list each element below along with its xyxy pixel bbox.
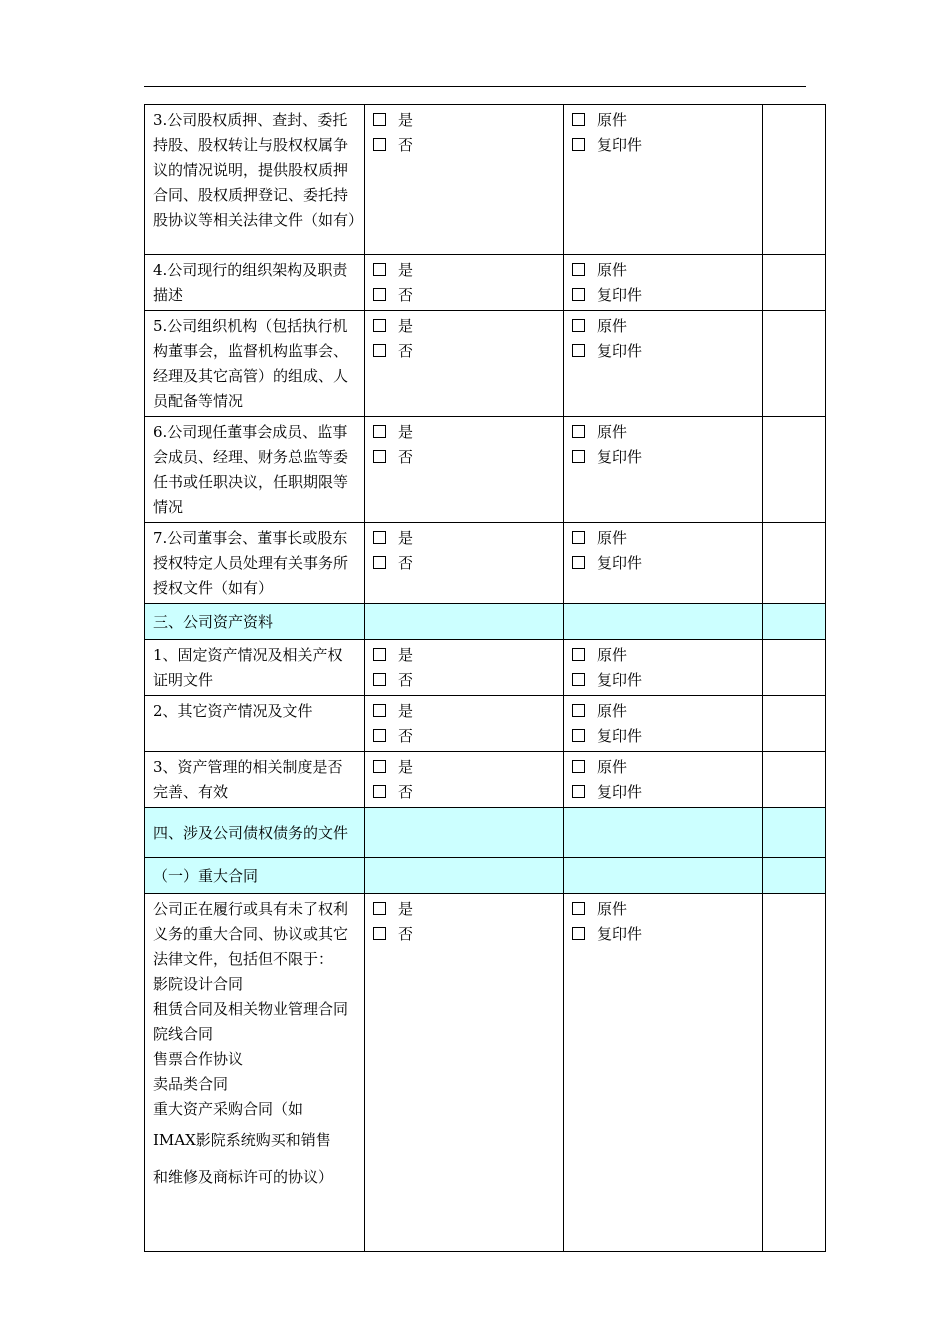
item-description-cell — [145, 417, 365, 523]
checkbox[interactable] — [373, 729, 386, 742]
checkbox[interactable] — [373, 760, 386, 773]
checkbox-option[interactable] — [373, 551, 555, 576]
item-description-cell — [145, 604, 365, 640]
checkbox[interactable] — [373, 556, 386, 569]
copy-type-options — [564, 417, 763, 523]
checkbox-option[interactable] — [373, 133, 555, 158]
checkbox-option[interactable] — [373, 668, 555, 693]
checkbox-label: 是 — [398, 261, 414, 279]
copy-type-options — [564, 255, 763, 311]
checkbox-label: 否 — [398, 448, 414, 466]
checkbox-option[interactable] — [373, 780, 555, 805]
checkbox[interactable] — [572, 704, 585, 717]
section-row — [145, 604, 826, 640]
checkbox-label: 原件 — [597, 529, 628, 547]
empty-cell — [365, 808, 564, 858]
checkbox-label: 复印件 — [597, 342, 643, 360]
availability-options — [365, 894, 564, 1252]
item-description-cell — [145, 523, 365, 604]
sub-item: 租赁合同及相关物业管理合同 — [153, 1000, 349, 1018]
checkbox-option[interactable] — [572, 283, 754, 308]
checkbox-option[interactable] — [373, 339, 555, 364]
empty-cell — [365, 604, 564, 640]
availability-options — [365, 696, 564, 752]
checkbox-option[interactable] — [572, 445, 754, 470]
checkbox-option[interactable] — [572, 108, 754, 133]
availability-options — [365, 640, 564, 696]
checkbox-option[interactable] — [572, 420, 754, 445]
checkbox-option[interactable] — [572, 780, 754, 805]
availability-options — [365, 255, 564, 311]
sub-item: IMAX影院系统购买和销售 — [153, 1131, 331, 1149]
checkbox[interactable] — [373, 113, 386, 126]
checkbox-option[interactable] — [572, 897, 754, 922]
sub-item: 影院设计合同 — [153, 975, 244, 993]
checkbox-label: 是 — [398, 423, 414, 441]
checkbox[interactable] — [572, 288, 585, 301]
checkbox[interactable] — [373, 704, 386, 717]
table-row — [145, 311, 826, 417]
table-row — [145, 894, 826, 1252]
checkbox-option[interactable] — [373, 314, 555, 339]
empty-cell — [564, 604, 763, 640]
checkbox-option[interactable] — [373, 922, 555, 947]
checkbox[interactable] — [572, 927, 585, 940]
checkbox-option[interactable] — [373, 724, 555, 749]
checkbox[interactable] — [373, 344, 386, 357]
checkbox[interactable] — [373, 927, 386, 940]
checkbox-label: 否 — [398, 342, 414, 360]
remarks-cell[interactable] — [763, 523, 826, 604]
checkbox-label: 否 — [398, 286, 414, 304]
checkbox-label: 复印件 — [597, 286, 643, 304]
checkbox[interactable] — [572, 113, 585, 126]
item-description: 4.公司现行的组织架构及职责描述 — [153, 261, 348, 304]
checkbox-option[interactable] — [572, 314, 754, 339]
table-row — [145, 640, 826, 696]
checkbox-label: 复印件 — [597, 727, 643, 745]
checkbox-label: 原件 — [597, 646, 628, 664]
empty-cell — [763, 858, 826, 894]
item-description: 四、涉及公司债权债务的文件 — [153, 823, 349, 842]
table-row — [145, 752, 826, 808]
checklist-table — [144, 104, 826, 1252]
checkbox-option[interactable] — [572, 922, 754, 947]
item-description-cell — [145, 105, 365, 255]
checkbox[interactable] — [572, 760, 585, 773]
checkbox[interactable] — [373, 785, 386, 798]
item-description-cell — [145, 808, 365, 858]
checkbox-label: 原件 — [597, 261, 628, 279]
checkbox-label: 复印件 — [597, 554, 643, 572]
checkbox[interactable] — [373, 648, 386, 661]
sub-item: 重大资产采购合同（如 — [153, 1100, 304, 1118]
checkbox-label: 原件 — [597, 900, 628, 918]
remarks-cell[interactable] — [763, 417, 826, 523]
item-description-cell — [145, 752, 365, 808]
checkbox-option[interactable] — [572, 643, 754, 668]
checkbox-label: 是 — [398, 111, 414, 129]
checkbox[interactable] — [572, 263, 585, 276]
table-row — [145, 105, 826, 255]
checkbox[interactable] — [373, 288, 386, 301]
remarks-cell[interactable] — [763, 640, 826, 696]
checkbox[interactable] — [572, 138, 585, 151]
sub-item: 院线合同 — [153, 1025, 214, 1043]
checkbox-option[interactable] — [373, 445, 555, 470]
item-description: 7.公司董事会、董事长或股东授权特定人员处理有关事务所授权文件（如有） — [153, 529, 349, 597]
checkbox-option[interactable] — [572, 551, 754, 576]
table-row — [145, 417, 826, 523]
item-description: 公司正在履行或具有未了权利义务的重大合同、协议或其它法律文件，包括但不限于： — [153, 900, 349, 968]
checkbox-label: 否 — [398, 783, 414, 801]
copy-type-options — [564, 752, 763, 808]
availability-options — [365, 417, 564, 523]
table-row — [145, 255, 826, 311]
copy-type-options — [564, 894, 763, 1252]
sub-item: 和维修及商标许可的协议） — [153, 1168, 334, 1186]
checkbox-label: 原件 — [597, 758, 628, 776]
checkbox-option[interactable] — [572, 668, 754, 693]
checkbox-option[interactable] — [572, 755, 754, 780]
item-description: 6.公司现任董事会成员、监事会成员、经理、财务总监等委任书或任职决议，任职期限等情况 — [153, 423, 349, 516]
copy-type-options — [564, 696, 763, 752]
remarks-cell[interactable] — [763, 105, 826, 255]
availability-options — [365, 105, 564, 255]
checkbox-label: 复印件 — [597, 448, 643, 466]
table-row — [145, 696, 826, 752]
table-row — [145, 523, 826, 604]
checkbox[interactable] — [572, 729, 585, 742]
empty-cell — [763, 808, 826, 858]
checkbox[interactable] — [572, 648, 585, 661]
sub-item: 卖品类合同 — [153, 1075, 229, 1093]
copy-type-options — [564, 311, 763, 417]
availability-options — [365, 311, 564, 417]
checkbox-label: 是 — [398, 702, 414, 720]
checkbox[interactable] — [572, 556, 585, 569]
checkbox-label: 否 — [398, 727, 414, 745]
item-description-cell — [145, 255, 365, 311]
copy-type-options — [564, 640, 763, 696]
item-description: 3.公司股权质押、查封、委托持股、股权转让与股权权属争议的情况说明，提供股权质押合同、股权质押登记、委托持股协议等相关法律文件（如有） — [153, 111, 364, 229]
checkbox-label: 原件 — [597, 702, 628, 720]
sub-item: 售票合作协议 — [153, 1050, 244, 1068]
checkbox-label: 否 — [398, 925, 414, 943]
checkbox-label: 复印件 — [597, 671, 643, 689]
item-description: 5.公司组织机构（包括执行机构董事会，监督机构监事会、经理及其它高管）的组成、人员配备等情况 — [153, 317, 349, 410]
item-description-cell — [145, 894, 365, 1252]
item-description: 三、公司资产资料 — [153, 612, 274, 631]
checkbox[interactable] — [373, 425, 386, 438]
checkbox[interactable] — [572, 673, 585, 686]
checkbox-option[interactable] — [373, 420, 555, 445]
remarks-cell[interactable] — [763, 255, 826, 311]
item-description: 3、资产管理的相关制度是否完善、有效 — [153, 758, 343, 801]
checkbox-label: 是 — [398, 758, 414, 776]
item-description: （一）重大合同 — [153, 866, 259, 885]
empty-cell — [564, 858, 763, 894]
checkbox-label: 否 — [398, 136, 414, 154]
checkbox[interactable] — [373, 450, 386, 463]
checkbox-label: 原件 — [597, 317, 628, 335]
checkbox-label: 是 — [398, 646, 414, 664]
remarks-cell[interactable] — [763, 696, 826, 752]
checkbox[interactable] — [572, 902, 585, 915]
checkbox-label: 复印件 — [597, 783, 643, 801]
checkbox[interactable] — [572, 785, 585, 798]
empty-cell — [564, 808, 763, 858]
checkbox[interactable] — [373, 673, 386, 686]
copy-type-options — [564, 523, 763, 604]
checkbox-option[interactable] — [373, 643, 555, 668]
checkbox-option[interactable] — [572, 526, 754, 551]
checkbox-option[interactable] — [373, 283, 555, 308]
section-row — [145, 858, 826, 894]
item-description-cell — [145, 640, 365, 696]
item-description-cell — [145, 311, 365, 417]
checkbox-label: 是 — [398, 900, 414, 918]
checkbox[interactable] — [572, 531, 585, 544]
remarks-cell[interactable] — [763, 752, 826, 808]
checkbox-label: 复印件 — [597, 925, 643, 943]
checkbox-label: 否 — [398, 554, 414, 572]
checkbox-label: 是 — [398, 529, 414, 547]
checkbox-option[interactable] — [572, 339, 754, 364]
checkbox[interactable] — [373, 319, 386, 332]
checkbox-label: 是 — [398, 317, 414, 335]
checkbox-label: 原件 — [597, 111, 628, 129]
checkbox-option[interactable] — [373, 699, 555, 724]
checkbox[interactable] — [373, 138, 386, 151]
remarks-cell[interactable] — [763, 894, 826, 1252]
empty-cell — [763, 604, 826, 640]
copy-type-options — [564, 105, 763, 255]
checkbox-option[interactable] — [373, 108, 555, 133]
checkbox-option[interactable] — [373, 526, 555, 551]
availability-options — [365, 752, 564, 808]
header-rule — [144, 86, 806, 87]
checkbox[interactable] — [373, 531, 386, 544]
checkbox-option[interactable] — [572, 699, 754, 724]
checkbox[interactable] — [373, 902, 386, 915]
checkbox[interactable] — [373, 263, 386, 276]
checkbox-option[interactable] — [572, 724, 754, 749]
checkbox[interactable] — [572, 344, 585, 357]
checkbox-option[interactable] — [373, 897, 555, 922]
empty-cell — [365, 858, 564, 894]
item-description-cell — [145, 696, 365, 752]
checkbox-option[interactable] — [572, 258, 754, 283]
checkbox[interactable] — [572, 450, 585, 463]
section-row — [145, 808, 826, 858]
checkbox-label: 否 — [398, 671, 414, 689]
item-description: 1、固定资产情况及相关产权证明文件 — [153, 646, 343, 689]
checkbox-label: 原件 — [597, 423, 628, 441]
item-description-cell — [145, 858, 365, 894]
checkbox-option[interactable] — [572, 133, 754, 158]
checkbox-label: 复印件 — [597, 136, 643, 154]
checkbox-option[interactable] — [373, 755, 555, 780]
item-description: 2、其它资产情况及文件 — [153, 702, 313, 720]
checkbox[interactable] — [572, 319, 585, 332]
checkbox-option[interactable] — [373, 258, 555, 283]
remarks-cell[interactable] — [763, 311, 826, 417]
availability-options — [365, 523, 564, 604]
checkbox[interactable] — [572, 425, 585, 438]
